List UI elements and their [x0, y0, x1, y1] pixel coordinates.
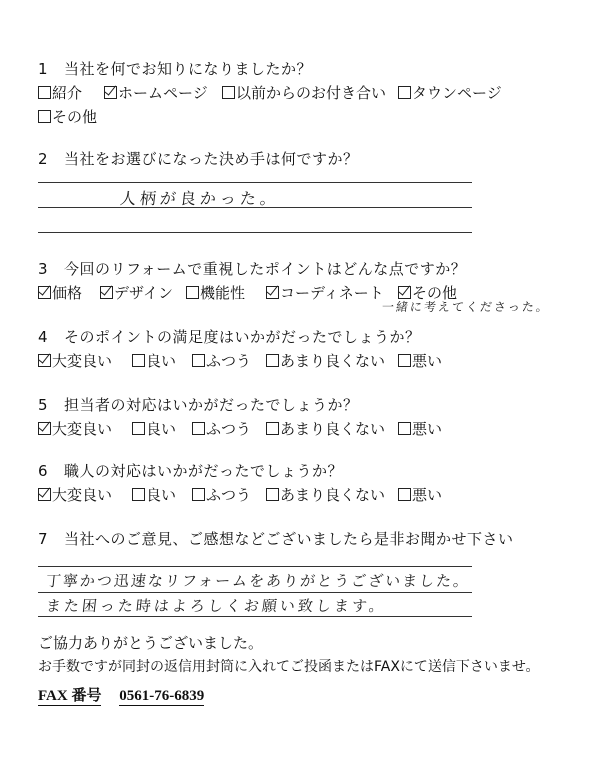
question-1	[38, 58, 312, 79]
checkbox[interactable]	[398, 422, 411, 435]
option-existing-relation[interactable]	[222, 82, 386, 103]
checkbox[interactable]	[132, 488, 145, 501]
option-design[interactable]	[100, 282, 173, 303]
option-bad[interactable]	[398, 350, 442, 371]
question-number: 4	[38, 328, 49, 346]
option-label: 大変良い	[52, 420, 113, 438]
option-bad[interactable]	[398, 484, 442, 505]
option-functionality[interactable]	[186, 282, 245, 303]
answer-rule	[38, 182, 472, 183]
question-text: 当社をお選びになった決め手は何ですか？	[64, 150, 359, 168]
option-coordinate[interactable]	[266, 282, 384, 303]
checkbox[interactable]	[192, 354, 205, 367]
question-6	[38, 460, 343, 481]
option-label: 良い	[146, 420, 177, 438]
option-label: 紹介	[52, 84, 83, 102]
option-referral[interactable]	[38, 82, 82, 103]
option-label: コーディネート	[280, 284, 384, 302]
option-good[interactable]	[132, 484, 176, 505]
question-2	[38, 148, 359, 169]
option-label: あまり良くない	[280, 420, 386, 438]
checkbox[interactable]	[398, 354, 411, 367]
checkbox[interactable]	[222, 86, 235, 99]
option-very-good[interactable]	[38, 350, 112, 371]
question-4	[38, 326, 421, 347]
option-label: 悪い	[412, 352, 443, 370]
checkbox[interactable]	[38, 86, 51, 99]
question-number: 5	[38, 396, 49, 414]
option-not-so-good[interactable]	[266, 484, 385, 505]
option-good[interactable]	[132, 350, 176, 371]
option-label: 価格	[52, 284, 83, 302]
question-text: そのポイントの満足度はいかがだったでしょうか？	[64, 328, 421, 346]
checkbox[interactable]	[192, 488, 205, 501]
answer-rule	[38, 592, 472, 593]
question-text: 当社へのご意見、ご感想などございましたら是非お聞かせ下さい	[64, 530, 514, 548]
question-5	[38, 394, 359, 415]
option-good[interactable]	[132, 418, 176, 439]
checkbox-checked[interactable]	[38, 286, 51, 299]
answer-rule	[38, 566, 472, 567]
question-number: 1	[38, 60, 49, 78]
option-other[interactable]	[38, 106, 97, 127]
option-price[interactable]	[38, 282, 82, 303]
option-label: デザイン	[114, 284, 173, 302]
answer-rule	[38, 616, 472, 617]
question-text: 当社を何でお知りになりましたか？	[64, 60, 313, 78]
checkbox-checked[interactable]	[38, 488, 51, 501]
option-label: タウンページ	[412, 84, 502, 102]
checkbox-checked[interactable]	[100, 286, 113, 299]
option-bad[interactable]	[398, 418, 442, 439]
option-label: 以前からのお付き合い	[236, 84, 387, 102]
checkbox[interactable]	[132, 422, 145, 435]
option-label: 悪い	[412, 420, 443, 438]
option-not-so-good[interactable]	[266, 418, 385, 439]
checkbox[interactable]	[132, 354, 145, 367]
checkbox[interactable]	[266, 422, 279, 435]
checkbox[interactable]	[266, 354, 279, 367]
checkbox-checked[interactable]	[266, 286, 279, 299]
checkbox[interactable]	[398, 488, 411, 501]
handwritten-note: 一緒に考えてくださった。	[381, 300, 551, 314]
option-label: 大変良い	[52, 352, 113, 370]
checkbox[interactable]	[398, 86, 411, 99]
question-number: 6	[38, 462, 49, 480]
answer-rule	[38, 232, 472, 233]
option-label: 悪い	[412, 486, 443, 504]
question-number: 7	[38, 530, 49, 548]
option-label: ホームページ	[118, 84, 208, 102]
question-number: 3	[38, 260, 49, 278]
thanks-text: ご協力ありがとうございました。	[38, 634, 264, 652]
question-7	[38, 528, 514, 549]
option-very-good[interactable]	[38, 418, 112, 439]
checkbox[interactable]	[186, 286, 199, 299]
fax-number: 0561-76-6839	[119, 688, 205, 704]
option-normal[interactable]	[192, 484, 251, 505]
option-normal[interactable]	[192, 350, 251, 371]
option-label: ふつう	[206, 352, 252, 370]
handwritten-answer-line-1: 丁寧かつ迅速なリフォームをありがとうございました。	[45, 572, 472, 590]
checkbox-checked[interactable]	[38, 422, 51, 435]
option-very-good[interactable]	[38, 484, 112, 505]
fax-info	[38, 684, 204, 705]
option-homepage[interactable]	[104, 82, 208, 103]
handwritten-answer: 人柄が良かった。	[118, 189, 281, 208]
checkbox[interactable]	[192, 422, 205, 435]
option-label: 良い	[146, 352, 177, 370]
checkbox[interactable]	[38, 110, 51, 123]
answer-rule	[38, 207, 472, 208]
option-label: 機能性	[200, 284, 246, 302]
return-instruction: お手数ですが同封の返信用封筒に入れてご投函またはFAXにて送信下さいませ。	[38, 659, 540, 675]
fax-label: FAX 番号	[38, 688, 102, 704]
option-label: 大変良い	[52, 486, 113, 504]
question-number: 2	[38, 150, 49, 168]
option-label: あまり良くない	[280, 486, 386, 504]
option-label: その他	[412, 284, 458, 302]
question-3	[38, 258, 466, 279]
checkbox[interactable]	[266, 488, 279, 501]
option-normal[interactable]	[192, 418, 251, 439]
option-label: ふつう	[206, 486, 252, 504]
question-text: 担当者の対応はいかがだったでしょうか？	[64, 396, 359, 414]
checkbox-checked[interactable]	[104, 86, 117, 99]
option-not-so-good[interactable]	[266, 350, 385, 371]
handwritten-answer-line-2: また困った時はよろしくお願い致します。	[45, 597, 388, 615]
option-townpage[interactable]	[398, 82, 502, 103]
option-label: その他	[52, 108, 98, 126]
checkbox-checked[interactable]	[38, 354, 51, 367]
option-label: 良い	[146, 486, 177, 504]
question-text: 職人の対応はいかがだったでしょうか？	[64, 462, 344, 480]
option-label: あまり良くない	[280, 352, 386, 370]
option-label: ふつう	[206, 420, 252, 438]
question-text: 今回のリフォームで重視したポイントはどんな点ですか？	[64, 260, 467, 278]
